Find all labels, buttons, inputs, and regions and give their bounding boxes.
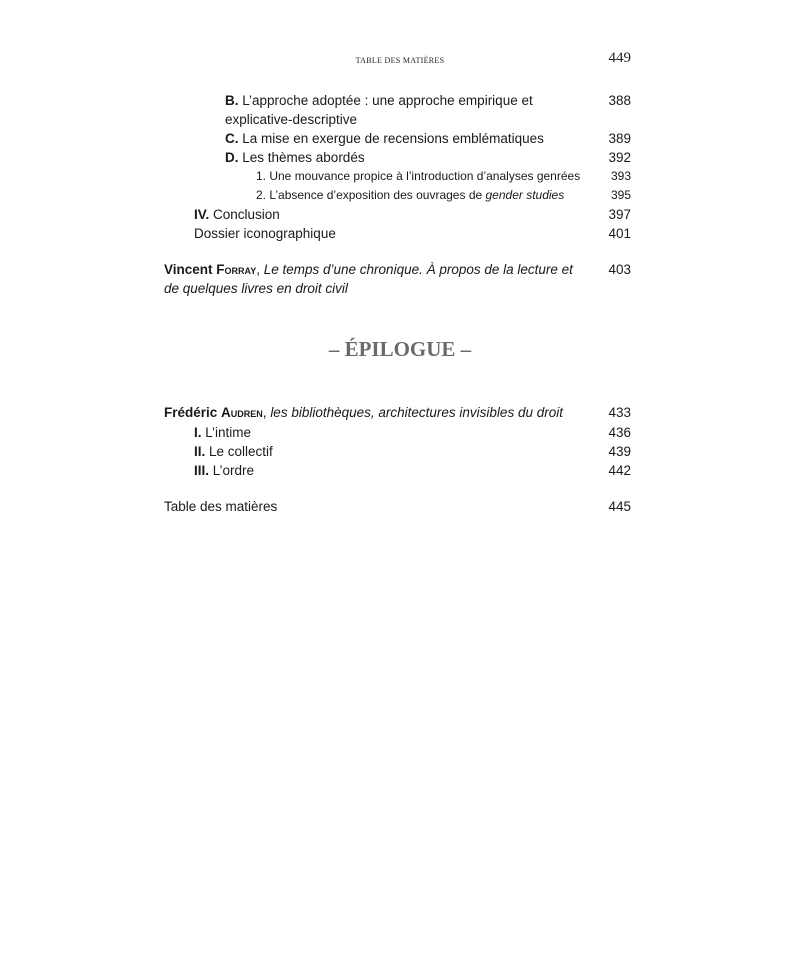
entry-page: 401: [608, 226, 631, 241]
entry-page: 388: [608, 93, 631, 108]
chapter-title: les bibliothèques, architectures invisibles du droit: [270, 405, 563, 420]
toc-entry-iii[interactable]: [194, 461, 631, 480]
toc-entry-b[interactable]: [225, 91, 631, 129]
author-first: Vincent: [164, 262, 217, 277]
entry-text: Le collectif: [205, 444, 273, 459]
toc-entry-table-des-matieres[interactable]: [164, 497, 631, 516]
entry-label: I.: [194, 425, 202, 440]
entry-text: 1. Une mouvance propice à l’introduction d’analyses genrées: [256, 169, 581, 183]
toc-subentry-1[interactable]: [256, 167, 631, 186]
entry-page: 436: [608, 425, 631, 440]
entry-text: 2. L’absence d’exposition des ouvrages de: [256, 188, 486, 202]
toc-entry-iv[interactable]: [194, 205, 631, 224]
toc-chapter-audren[interactable]: [164, 403, 631, 422]
author-sep: ,: [256, 262, 264, 277]
entry-page: 389: [608, 131, 631, 146]
entry-label: B.: [225, 93, 239, 108]
author-last: Forray: [216, 262, 257, 277]
entry-page: 439: [608, 444, 631, 459]
entry-label: III.: [194, 463, 210, 478]
entry-text: Les thèmes abordés: [238, 150, 365, 165]
toc-subentry-2[interactable]: [256, 186, 631, 205]
entry-text: Table des matières: [164, 499, 278, 514]
toc-chapter-forray[interactable]: [164, 260, 631, 298]
entry-text: Conclusion: [209, 207, 280, 222]
entry-label: IV.: [194, 207, 210, 222]
epilogue-heading: – ÉPILOGUE –: [328, 337, 472, 361]
entry-page: 442: [608, 463, 631, 478]
page-number: 449: [608, 50, 631, 66]
entry-page: 433: [608, 405, 631, 420]
entry-page: 445: [608, 499, 631, 514]
author-sep: ,: [262, 405, 271, 420]
entry-page: 393: [610, 169, 631, 183]
running-head: TABLE DES MATIÈRES: [355, 56, 445, 65]
entry-label: D.: [225, 150, 239, 165]
entry-page: 403: [608, 262, 631, 277]
toc-entry-c[interactable]: [225, 129, 631, 148]
entry-page: 392: [608, 150, 631, 165]
entry-label: II.: [194, 444, 206, 459]
entry-text: Dossier iconographique: [194, 226, 336, 241]
toc-entry-dossier[interactable]: [194, 224, 631, 243]
toc-entry-ii[interactable]: [194, 442, 631, 461]
chapter-title: Le temps d’une chronique. À propos de la lecture et de quelques livres en droit civil: [164, 262, 573, 296]
toc-entry-d[interactable]: [225, 148, 631, 167]
toc-entry-i[interactable]: [194, 423, 631, 442]
author-first: Frédéric: [164, 405, 222, 420]
entry-page: 397: [608, 207, 631, 222]
entry-text: L’intime: [201, 425, 252, 440]
entry-text: L’approche adoptée : une approche empirique et explicative-descriptive: [225, 93, 533, 127]
entry-text: L’ordre: [209, 463, 255, 478]
entry-text-italic: gender studies: [485, 188, 565, 202]
entry-page: 395: [610, 188, 631, 202]
entry-label: C.: [225, 131, 239, 146]
entry-text: La mise en exergue de recensions emblématiques: [238, 131, 544, 146]
author-last: Audren: [221, 405, 263, 420]
